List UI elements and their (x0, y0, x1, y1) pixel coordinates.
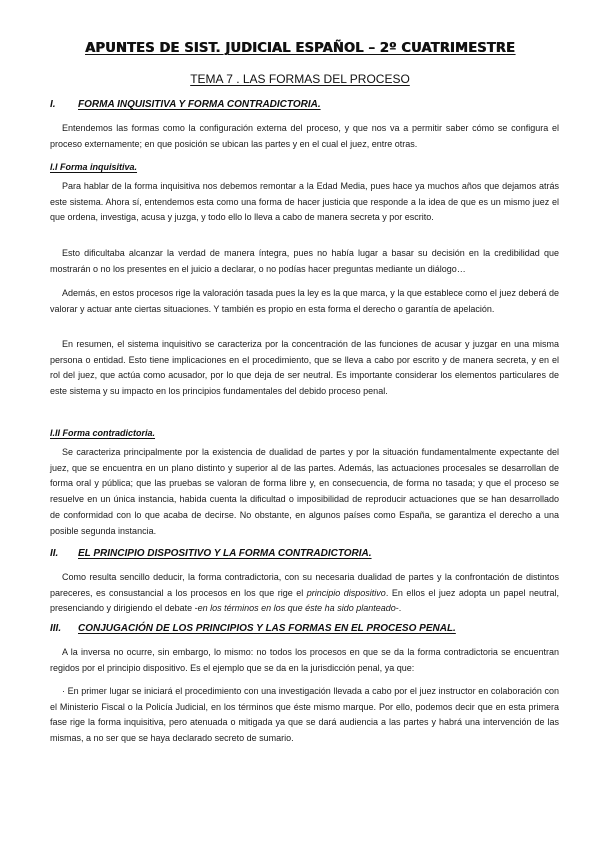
paragraph: · En primer lugar se iniciará el procedimiento con una investigación llevada a cabo por el juez instructor en colaboración con el Ministerio Fiscal o la Policía Judicial, en los términos que éste mismo marque. Por ello, podemos decir que en esta primera fase rige la forma inquisitiva, pero atenuada o mitigada ya que se dará audiencia a las partes y habrá una intervención de las mismas, a no ser que se haya declarado secreto de sumario. (50, 686, 559, 744)
section-heading-1 (50, 99, 321, 110)
paragraph: Además, en estos procesos rige la valoración tasada pues la ley es la que marca, y la que establece como el juez deberá de valorar y actuar ante ciertas situaciones. Y también es propio en esta forma el derecho o garantía de apelación. (50, 288, 559, 314)
section-title: FORMA INQUISITIVA Y FORMA CONTRADICTORIA. (78, 99, 321, 110)
subsection-heading-1-1: I.I Forma inquisitiva. (50, 162, 138, 172)
paragraph (50, 570, 559, 617)
section-title: CONJUGACIÓN DE LOS PRINCIPIOS Y LAS FORMAS EN EL PROCESO PENAL. (78, 623, 456, 634)
text-run: Como resulta sencillo deducir, la forma contradictoria, con su necesaria dualidad de partes y la confrontación de distintos pareceres, es consustancial a los procesos en los que rige el (50, 572, 559, 598)
paragraph: Para hablar de la forma inquisitiva nos debemos remontar a la Edad Media, pues hace ya muchos años que dejamos atrás este sistema. Ahora sí, entendemos esta como una forma de hacer justicia que responde a la idea de que es un mismo juez el que ordena, investiga, acusa y juzga, y todo ello lo lleva a cabo de manera secreta y por escrito. (50, 181, 559, 223)
topic-heading-text: TEMA 7 . LAS FORMAS DEL PROCESO (190, 72, 410, 86)
text-run: -. (395, 603, 402, 614)
section-heading-2 (50, 548, 372, 559)
paragraph: En resumen, el sistema inquisitivo se caracteriza por la concentración de las funciones de acusar y juzgar en una misma persona o entidad. Esto tiene implicaciones en el procedimiento, que se lleva a cabo por escrito y de manera secreta, y en el rol del juez, que actúa como acusador, por lo que deja de ser neutral. Es importante considerar los elementos particulares de este sistema y su impacto en los principios fundamentales del debido proceso penal. (50, 339, 559, 397)
section-heading-3 (50, 623, 456, 634)
section-number: III. (50, 623, 62, 634)
italic-text-run: en los términos en los que éste ha sido planteado (197, 603, 396, 614)
topic-heading (0, 72, 600, 86)
paragraph: A la inversa no ocurre, sin embargo, lo mismo: no todos los procesos en que se da la forma contradictoria se encuentran regidos por el principio dispositivo. Es el ejemplo que se da en la jurisdicción penal, ya que: (50, 647, 559, 673)
section-title: EL PRINCIPIO DISPOSITIVO Y LA FORMA CONTRADICTORIA. (78, 548, 372, 559)
paragraph: Entendemos las formas como la configuración externa del proceso, y que nos va a permitir saber cómo se configura el proceso externamente; en que posición se ubican las partes y en el cual el juez, entre otras. (50, 123, 559, 149)
paragraph: Esto dificultaba alcanzar la verdad de manera íntegra, pues no había lugar a basar su decisión en la credibilidad que mostrarán o no los presentes en el juicio a declarar, o no podías hacer preguntas mediante un diálogo… (50, 248, 559, 274)
paragraph: Se caracteriza principalmente por la existencia de dualidad de partes y por la situación fundamentalmente expectante del juez, que se encuentra en un plano distinto y superior al de las partes. Además, las actuaciones procesales se desarrollan de forma oral y pública; que las pruebas se valoran de forma libre y, en consecuencia, de forma no tasada; y que el proceso se resuelve en un única instancia, habida cuenta la dificultad o imposibilidad de reproducir actuaciones que se han desarrollado de conformidad con lo que acaba de decirse. No obstante, en algunos países como España, se garantiza el derecho a una posible segunda instancia. (50, 447, 559, 536)
document-title: APUNTES DE SIST. JUDICIAL ESPAÑOL – 2º CUATRIMESTRE (85, 41, 515, 56)
italic-text-run: principio dispositivo (306, 587, 386, 598)
section-number: I. (50, 99, 56, 110)
text-run: . En ellos el juez adopta un papel neutral, presenciando y dirigiendo el debate - (50, 587, 560, 614)
subsection-heading-1-2: I.II Forma contradictoria. (50, 428, 156, 438)
section-number: II. (50, 548, 59, 559)
